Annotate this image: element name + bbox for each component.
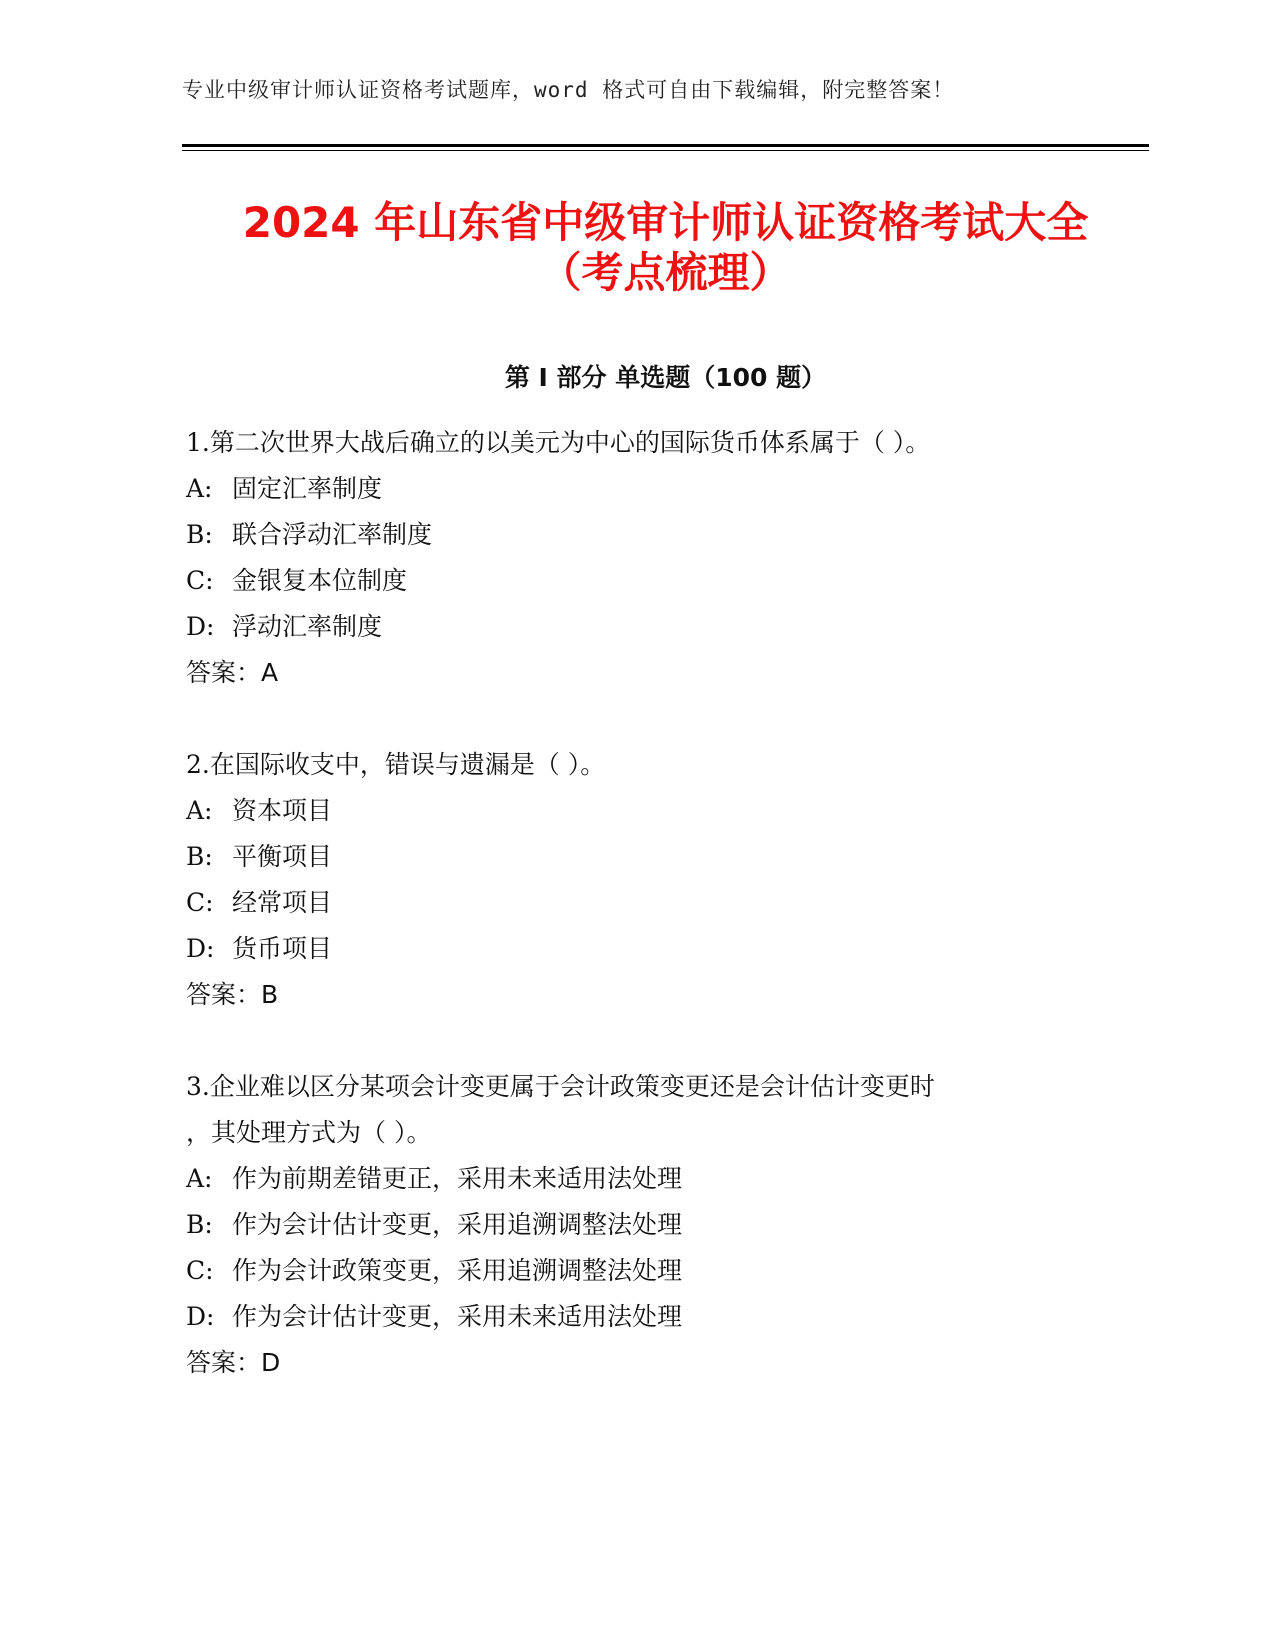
option-text: 经常项目 xyxy=(232,888,333,917)
header-rule-thin xyxy=(182,150,1149,151)
option-b xyxy=(186,512,1066,558)
option-letter: C: xyxy=(186,1256,214,1285)
section-heading: 第 I 部分 单选题（100 题） xyxy=(504,363,827,392)
option-c xyxy=(186,558,1066,604)
header-rule-thick xyxy=(182,144,1149,147)
title-line-1: 2024 年山东省中级审计师认证资格考试大全 xyxy=(242,198,1089,247)
question-stem-continued: ，其处理方式为（ ）。 xyxy=(186,1118,432,1147)
answer-line: 答案：D xyxy=(186,1348,281,1377)
option-d xyxy=(186,604,1066,650)
option-letter: C: xyxy=(186,566,214,595)
option-text: 作为会计估计变更，采用未来适用法处理 xyxy=(232,1302,683,1331)
question-2 xyxy=(186,742,1066,1018)
option-c xyxy=(186,880,1066,926)
option-a xyxy=(186,466,1066,512)
option-a xyxy=(186,788,1066,834)
question-3 xyxy=(186,1064,1066,1386)
option-letter: B: xyxy=(186,520,213,549)
option-b xyxy=(186,1202,1066,1248)
option-d xyxy=(186,926,1066,972)
document-title xyxy=(182,198,1149,298)
option-text: 作为会计政策变更，采用追溯调整法处理 xyxy=(232,1256,683,1285)
question-1 xyxy=(186,420,1066,696)
option-text: 资本项目 xyxy=(232,796,333,825)
option-letter: D: xyxy=(186,1302,215,1331)
option-text: 金银复本位制度 xyxy=(232,566,408,595)
option-letter: A: xyxy=(186,474,213,503)
option-a xyxy=(186,1156,1066,1202)
option-letter: D: xyxy=(186,934,215,963)
header-note: 专业中级审计师认证资格考试题库，word 格式可自由下载编辑，附完整答案！ xyxy=(182,78,955,102)
answer-line: 答案：A xyxy=(186,658,279,687)
option-text: 作为会计估计变更，采用追溯调整法处理 xyxy=(232,1210,683,1239)
title-line-2: （考点梳理） xyxy=(539,248,792,297)
option-letter: A: xyxy=(186,1164,213,1193)
option-letter: C: xyxy=(186,888,214,917)
option-text: 平衡项目 xyxy=(232,842,333,871)
option-text: 固定汇率制度 xyxy=(232,474,383,503)
option-d xyxy=(186,1294,1066,1340)
question-stem: 3.企业难以区分某项会计变更属于会计政策变更还是会计估计变更时 xyxy=(186,1072,935,1101)
question-stem: 1.第二次世界大战后确立的以美元为中心的国际货币体系属于（ ）。 xyxy=(186,428,931,457)
question-stem: 2.在国际收支中，错误与遗漏是（ ）。 xyxy=(186,750,606,779)
option-text: 联合浮动汇率制度 xyxy=(232,520,433,549)
option-text: 货币项目 xyxy=(232,934,333,963)
option-letter: A: xyxy=(186,796,213,825)
option-text: 作为前期差错更正，采用未来适用法处理 xyxy=(232,1164,683,1193)
option-b xyxy=(186,834,1066,880)
answer-line: 答案：B xyxy=(186,980,279,1009)
option-c xyxy=(186,1248,1066,1294)
option-letter: B: xyxy=(186,842,213,871)
option-letter: B: xyxy=(186,1210,213,1239)
option-text: 浮动汇率制度 xyxy=(232,612,383,641)
option-letter: D: xyxy=(186,612,215,641)
